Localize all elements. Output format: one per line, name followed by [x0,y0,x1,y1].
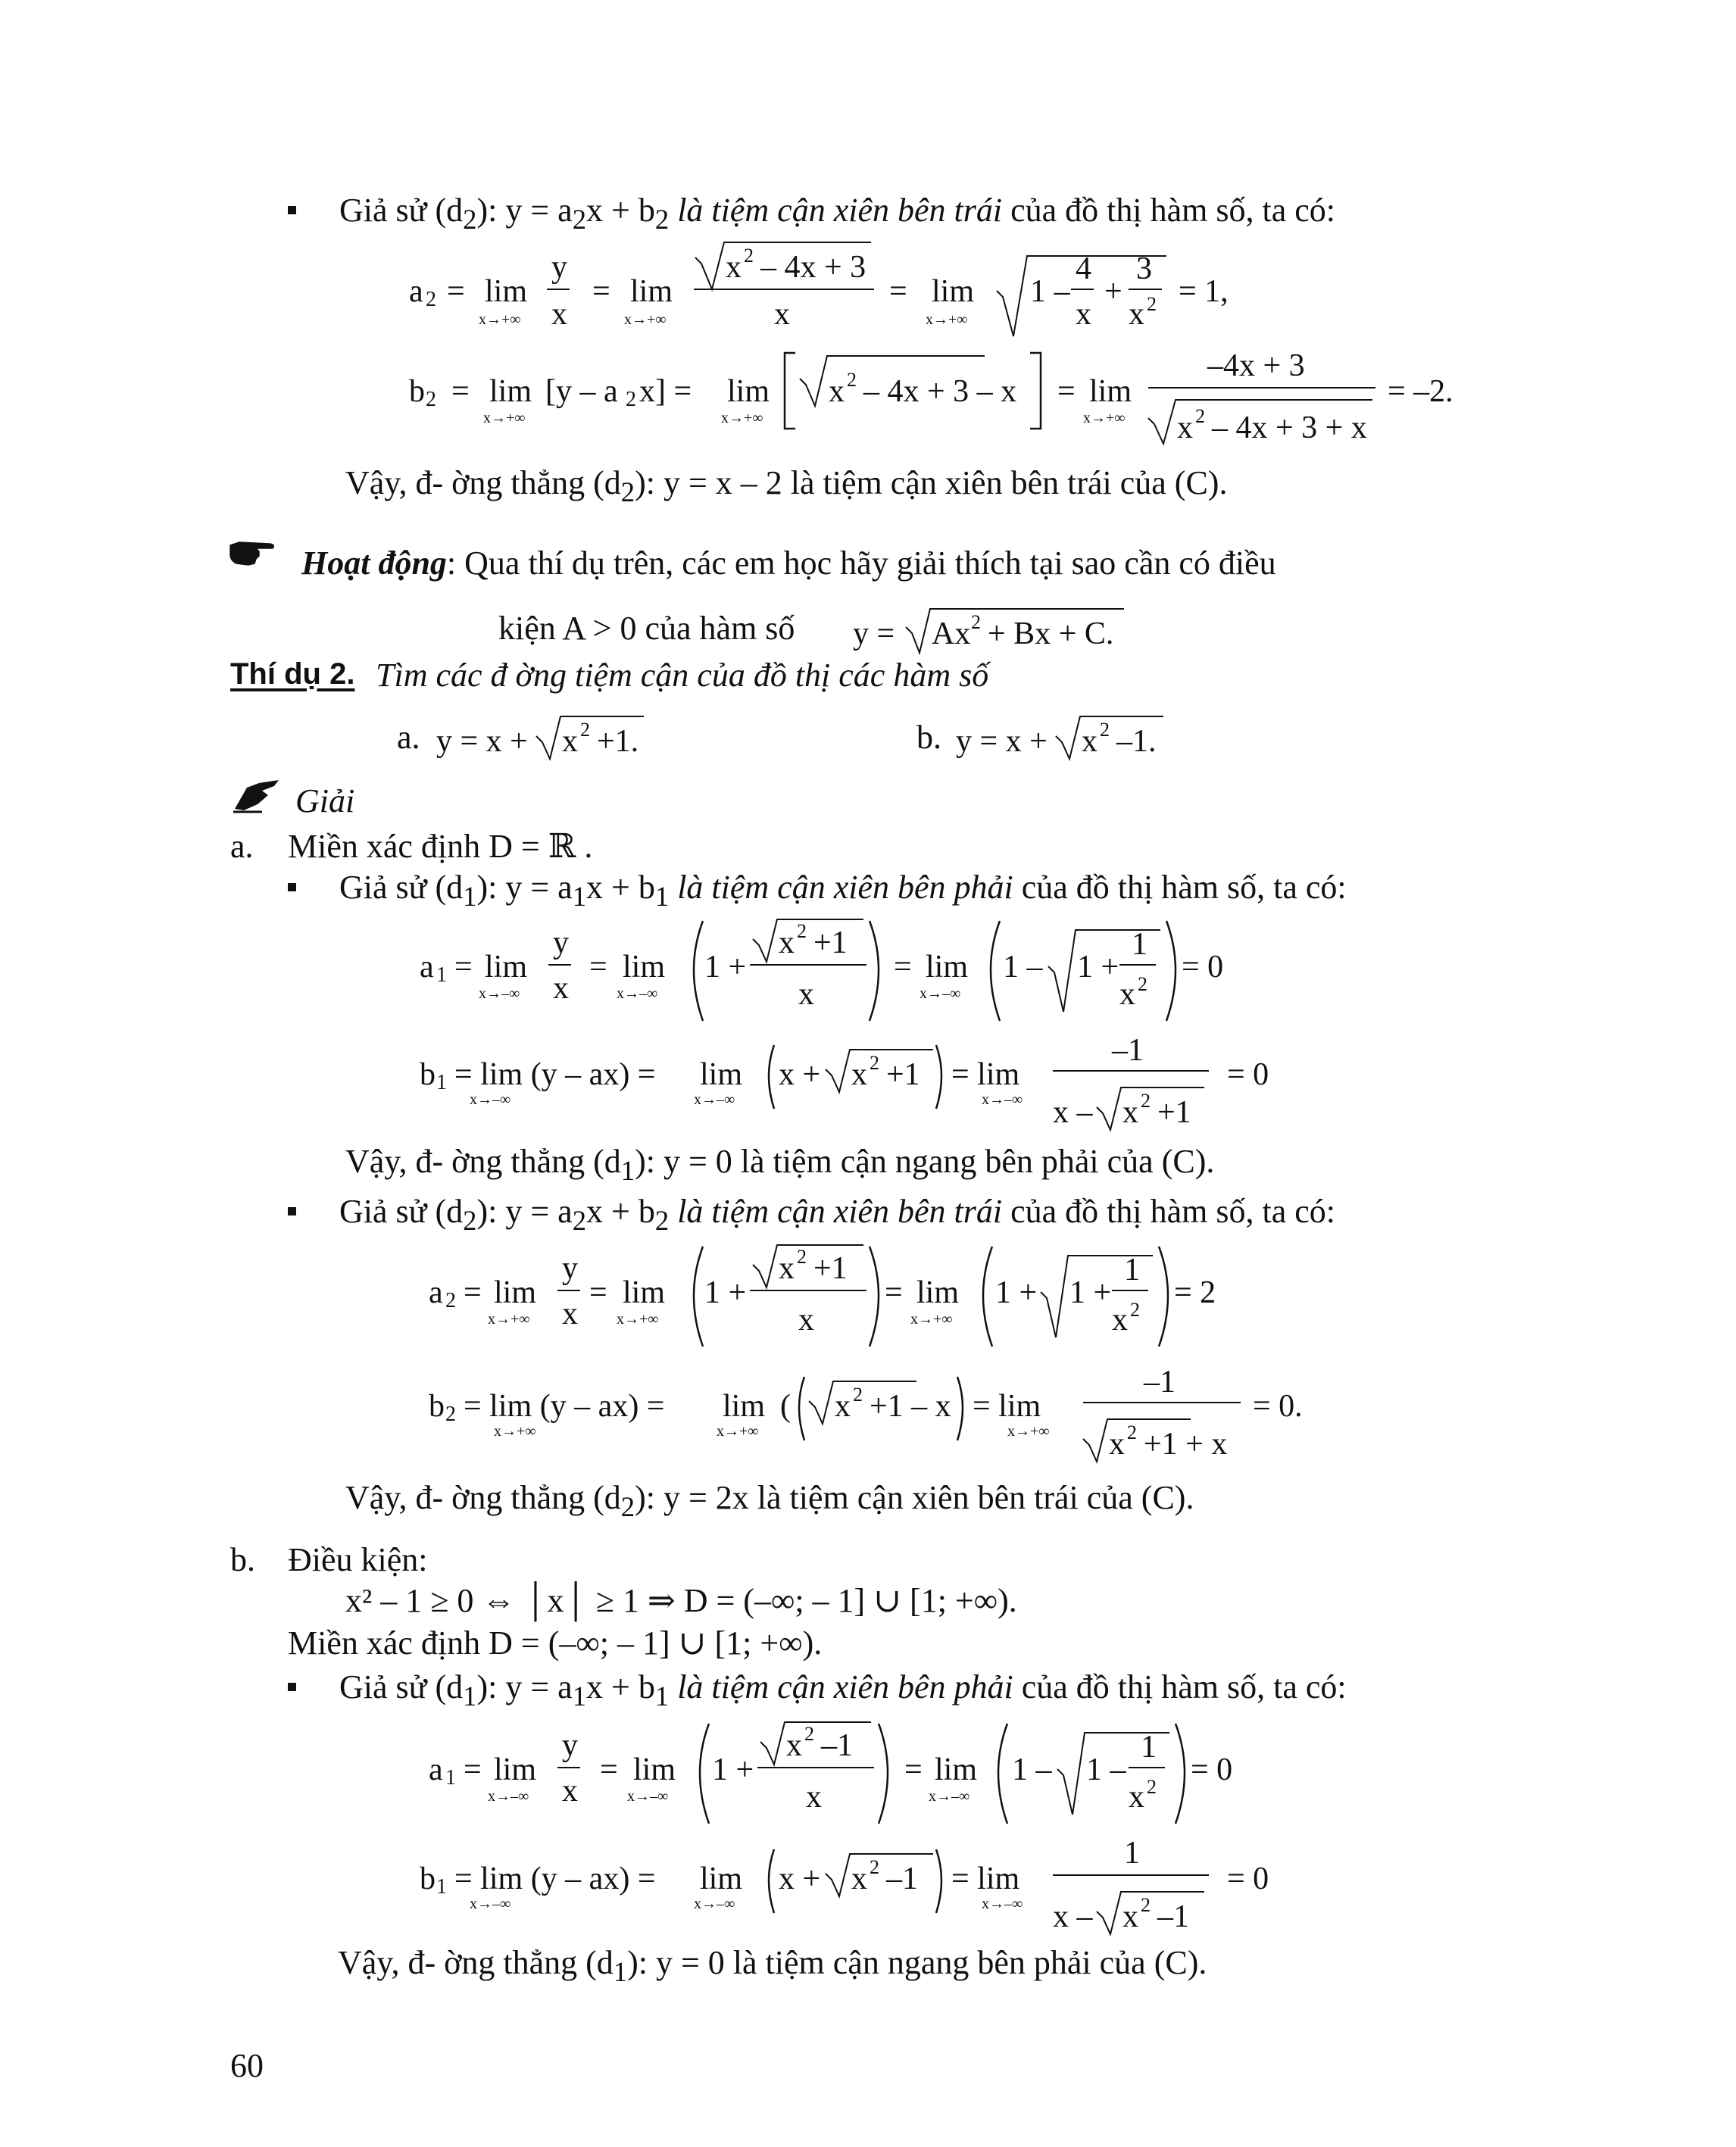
svg-text:x: x [562,1297,578,1331]
svg-text:x: x [1082,724,1097,759]
svg-text:x: x [726,250,742,285]
svg-text:1 +: 1 + [712,1752,754,1787]
svg-text:1: 1 [1141,1730,1157,1765]
svg-text:lim: lim [633,1752,676,1787]
formula-example-2-functions [0,697,1736,772]
svg-text:x: x [835,1389,851,1424]
condition-label: Điều kiện: [288,1541,428,1578]
svg-text:2: 2 [626,388,636,411]
svg-text:2: 2 [804,1723,814,1745]
svg-text:4: 4 [1076,251,1091,286]
solution-label: Giải [295,782,355,819]
svg-text:lim: lim [926,950,969,985]
svg-text:–1.: –1. [1116,724,1157,759]
text-line-d1-assume-a: Giả sử $(d_1)$: $y = a_1x + b_1$ là tiệm cận xiên bên phải của đồ thị hàm số, ta có: [339,869,1347,912]
svg-text:–1: –1 [1157,1899,1189,1934]
svg-text:–1: –1 [821,1728,853,1763]
square-bullet-icon [288,1207,296,1215]
svg-text:1: 1 [1124,1253,1140,1287]
example-2-heading: Thí dụ 2. [230,657,355,691]
svg-text:b: b [409,374,425,409]
svg-text:2: 2 [445,1289,456,1312]
svg-text:1: 1 [436,1071,447,1094]
svg-text:= 0: = 0 [1182,950,1224,985]
svg-text:x→+∞: x→+∞ [624,311,667,328]
svg-text:x→–∞: x→–∞ [617,985,658,1002]
svg-text:2: 2 [1195,405,1205,427]
writing-hand-icon [232,779,285,813]
svg-text:1 +: 1 + [704,950,747,985]
svg-text:1: 1 [1132,927,1147,962]
svg-text:x→–∞: x→–∞ [627,1788,669,1805]
svg-text:lim: lim [485,274,528,309]
svg-text:1: 1 [436,963,447,987]
svg-text:x→–∞: x→–∞ [470,1091,511,1108]
svg-text:2: 2 [1147,1776,1157,1798]
svg-text:= –2.: = –2. [1388,374,1453,409]
svg-text:– 4x + 3: – 4x + 3 [760,250,866,285]
svg-text:=: = [600,1752,618,1787]
svg-text:1 –: 1 – [1012,1752,1052,1787]
svg-text:=: = [894,950,912,985]
svg-text:2: 2 [870,1856,879,1878]
svg-text:Ax: Ax [932,616,971,651]
svg-text:lim: lim [494,1275,537,1310]
svg-text:+: + [1104,274,1122,309]
svg-text:lim: lim [932,274,975,309]
formula-a1-b1-part-b [0,1712,1736,1954]
square-bullet-icon [288,1683,296,1691]
square-bullet-icon [288,206,296,214]
svg-text:=: = [464,1752,482,1787]
svg-text:b: b [420,1057,436,1092]
svg-text:1: 1 [445,1766,456,1790]
svg-text:x: x [1129,1780,1144,1815]
svg-text:x→+∞: x→+∞ [488,1311,530,1328]
text-conclusion-a2: Vậy, đ- ờng thẳng $(d_2)$: y = 2x là tiệm cận xiên bên trái của (C). [345,1479,1194,1522]
page-number: 60 [230,2047,264,2084]
svg-text:+1.: +1. [597,724,639,759]
svg-text:x→–∞: x→–∞ [479,985,520,1002]
svg-text:x→+∞: x→+∞ [1007,1423,1050,1440]
svg-text:x→–∞: x→–∞ [982,1896,1023,1912]
svg-text:x: x [562,1774,578,1808]
svg-text:x: x [786,1728,802,1763]
svg-text:2: 2 [1147,293,1157,315]
svg-text:x→–∞: x→–∞ [694,1091,735,1108]
svg-text:y = x +: y = x + [956,724,1048,759]
svg-text:+1: +1 [1157,1095,1191,1130]
svg-text:=: = [589,1275,607,1310]
svg-text:=: = [454,950,473,985]
svg-text:x +: x + [779,1057,821,1092]
svg-text:y: y [562,1251,578,1286]
svg-text:a: a [409,274,423,309]
svg-text:(: ( [780,1389,791,1424]
svg-text:+1 + x: +1 + x [1144,1427,1228,1462]
svg-text:2: 2 [580,719,590,741]
part-a-label: a. [230,828,254,865]
svg-text:2: 2 [797,920,807,942]
svg-text:x: x [829,374,845,409]
svg-text:= 0: = 0 [1227,1861,1269,1896]
svg-text:2: 2 [870,1052,879,1074]
svg-text:y: y [553,925,569,960]
svg-text:x: x [806,1780,822,1815]
svg-text:x: x [798,1303,814,1337]
svg-text:[y – a: [y – a [545,374,618,409]
svg-text:x→+∞: x→+∞ [483,410,526,426]
text-line-d2-assume-a: Giả sử $(d_2)$: $y = a_2x + b_2$ là tiệm cận xiên bên trái của đồ thị hàm số, ta có: [339,1193,1336,1236]
svg-text:= 0.: = 0. [1253,1389,1303,1424]
svg-text:x→+∞: x→+∞ [717,1423,759,1440]
svg-text:= lim: = lim [951,1057,1020,1092]
svg-text:lim: lim [489,374,532,409]
svg-text:=: = [589,950,607,985]
svg-text:1: 1 [436,1875,447,1899]
svg-text:3: 3 [1136,251,1152,286]
domain-a-text: Miền xác định D = ℝ . [288,828,593,865]
svg-text:2: 2 [744,245,754,267]
svg-text:=: = [889,274,907,309]
svg-text:2: 2 [426,388,436,411]
svg-text:= 2: = 2 [1174,1275,1216,1310]
svg-text:x→–∞: x→–∞ [694,1896,735,1912]
svg-text:a: a [429,1752,443,1787]
condition-equation: x² – 1 ≥ 0 ⇔ │x│ ≥ 1 ⇒ D = (–∞; – 1] ∪ [1; +∞). [345,1582,1017,1619]
svg-text:x→+∞: x→+∞ [721,410,763,426]
svg-text:–4x + 3: –4x + 3 [1207,348,1305,383]
svg-text:+1: +1 [886,1057,920,1092]
svg-text:lim: lim [1089,374,1132,409]
svg-text:b: b [420,1861,436,1896]
svg-text:y = x +: y = x + [436,724,528,759]
svg-text:x: x [779,1251,795,1286]
example-2-part-b-label: b. [916,719,941,756]
svg-text:lim: lim [623,950,666,985]
text-activity: Hoạt động: Qua thí dụ trên, các em học hãy giải thích tại sao cần có điều [301,545,1276,582]
svg-text:x→–∞: x→–∞ [982,1091,1023,1108]
svg-text:=: = [447,274,465,309]
svg-text:1 –: 1 – [1086,1752,1126,1787]
svg-text:= lim: = lim [951,1861,1020,1896]
formula-a2-b2-part-a [0,1234,1736,1477]
svg-text:x→–∞: x→–∞ [488,1788,529,1805]
text-activity-line2: kiện A > 0 của hàm số [498,610,795,647]
text-conclusion-b1: Vậy, đ- ờng thẳng $(d_1)$: y = 0 là tiệm cận ngang bên phải của (C). [338,1944,1207,1987]
svg-text:x: x [553,971,569,1006]
svg-text:=: = [1057,374,1076,409]
svg-text:2: 2 [971,611,981,633]
svg-text:x→+∞: x→+∞ [1083,410,1126,426]
text-conclusion-d2-first: Vậy, đ- ờng thẳng $(d_2)$: y = x – 2 là tiệm cận xiên bên trái của (C). [345,464,1228,507]
svg-text:= lim (y – ax) =: = lim (y – ax) = [464,1389,665,1424]
svg-text:x→–∞: x→–∞ [470,1896,511,1912]
svg-text:x: x [774,297,790,332]
svg-text:x: x [779,925,795,960]
svg-text:2: 2 [1138,973,1147,995]
svg-text:x: x [1122,1095,1138,1130]
svg-text:+ Bx + C.: + Bx + C. [988,616,1114,651]
svg-text:=: = [451,374,470,409]
svg-text:=: = [904,1752,923,1787]
svg-text:x: x [1177,410,1193,445]
svg-text:b: b [429,1389,445,1424]
svg-text:x→+∞: x→+∞ [494,1423,536,1440]
svg-text:2: 2 [445,1403,456,1426]
svg-text:2: 2 [797,1246,807,1268]
svg-text:2: 2 [1100,719,1110,741]
svg-text:+1: +1 [813,925,848,960]
svg-text:–1: –1 [1144,1365,1176,1400]
square-bullet-icon [288,883,296,891]
text-conclusion-a1: Vậy, đ- ờng thẳng $(d_1)$: y = 0 là tiệm cận ngang bên phải của (C). [345,1143,1215,1186]
svg-text:= 0: = 0 [1227,1057,1269,1092]
svg-text:lim: lim [485,950,528,985]
text-line-d2-assume: Giả sử $(d_2)$: $y = a_2x + b_2$ là tiệm cận xiên bên trái của đồ thị hàm số, ta có: [339,192,1336,235]
svg-text:x +: x + [779,1861,821,1896]
text-line-d1-assume-b: Giả sử $(d_1)$: $y = a_1x + b_1$ là tiệm cận xiên bên phải của đồ thị hàm số, ta có: [339,1668,1347,1712]
svg-text:y =: y = [853,616,895,651]
svg-text:x: x [1129,297,1144,332]
svg-text:lim: lim [623,1275,666,1310]
svg-text:= lim: = lim [973,1389,1041,1424]
svg-text:lim: lim [916,1275,960,1310]
svg-text:–1: –1 [1112,1033,1144,1068]
svg-text:1 –: 1 – [1030,274,1070,309]
svg-text:1: 1 [1124,1836,1140,1871]
svg-text:y: y [562,1728,578,1763]
svg-text:+1 – x: +1 – x [870,1389,951,1424]
svg-text:a: a [429,1275,443,1310]
svg-text:x: x [562,724,578,759]
svg-text:x→–∞: x→–∞ [929,1788,970,1805]
svg-text:x→+∞: x→+∞ [617,1311,659,1328]
svg-text:= lim (y – ax) =: = lim (y – ax) = [454,1861,656,1896]
svg-text:2: 2 [847,369,857,391]
pointing-hand-icon [229,539,283,570]
svg-text:1 –: 1 – [1003,950,1043,985]
svg-text:y: y [551,250,567,285]
svg-text:x: x [851,1057,867,1092]
example-2-part-a-label: a. [397,719,420,756]
svg-text:1 +: 1 + [1077,950,1119,985]
svg-text:x: x [1109,1427,1125,1462]
svg-text:– 4x + 3 – x: – 4x + 3 – x [863,374,1017,409]
svg-text:x] =: x] = [639,374,692,409]
svg-text:lim: lim [700,1057,743,1092]
svg-text:x: x [1122,1899,1138,1934]
svg-text:– 4x + 3 + x: – 4x + 3 + x [1212,410,1367,445]
svg-text:lim: lim [727,374,770,409]
svg-text:=: = [464,1275,482,1310]
svg-text:x: x [1076,297,1091,332]
formula-a1-b1-part-a [0,909,1736,1151]
svg-text:x –: x – [1053,1899,1093,1934]
svg-text:x: x [851,1861,867,1896]
svg-text:lim: lim [494,1752,537,1787]
svg-text:lim: lim [935,1752,978,1787]
svg-text:2: 2 [1141,1894,1151,1916]
part-b-label: b. [230,1541,255,1578]
svg-text:x: x [1119,977,1135,1012]
svg-text:lim: lim [700,1861,743,1896]
svg-text:2: 2 [1141,1090,1151,1112]
svg-text:2: 2 [1127,1421,1137,1443]
svg-text:= 1,: = 1, [1179,274,1229,309]
svg-text:lim: lim [723,1389,766,1424]
svg-text:2: 2 [853,1384,863,1406]
example-2-text: Tìm các đ ờng tiệm cận của đồ thị các hàm số [376,657,989,694]
domain-b-text: Miền xác định D = (–∞; – 1] ∪ [1; +∞). [288,1624,823,1662]
svg-text:=: = [885,1275,903,1310]
svg-text:2: 2 [426,288,436,311]
svg-text:–1: –1 [886,1861,918,1896]
svg-text:x –: x – [1053,1095,1093,1130]
svg-text:x: x [551,297,567,332]
svg-text:a: a [420,950,434,985]
svg-text:1 +: 1 + [1069,1275,1112,1310]
svg-text:lim: lim [630,274,673,309]
svg-text:=: = [592,274,610,309]
svg-text:1 +: 1 + [704,1275,747,1310]
svg-text:x→–∞: x→–∞ [920,985,961,1002]
svg-text:x→+∞: x→+∞ [910,1311,953,1328]
svg-text:2: 2 [1130,1299,1140,1321]
svg-text:+1: +1 [813,1251,848,1286]
svg-text:x→+∞: x→+∞ [479,311,521,328]
svg-text:x→+∞: x→+∞ [926,311,968,328]
svg-text:= 0: = 0 [1191,1752,1233,1787]
svg-text:x: x [798,977,814,1012]
svg-text:1 +: 1 + [995,1275,1038,1310]
svg-text:x: x [1112,1303,1128,1337]
svg-text:= lim (y – ax) =: = lim (y – ax) = [454,1057,656,1092]
